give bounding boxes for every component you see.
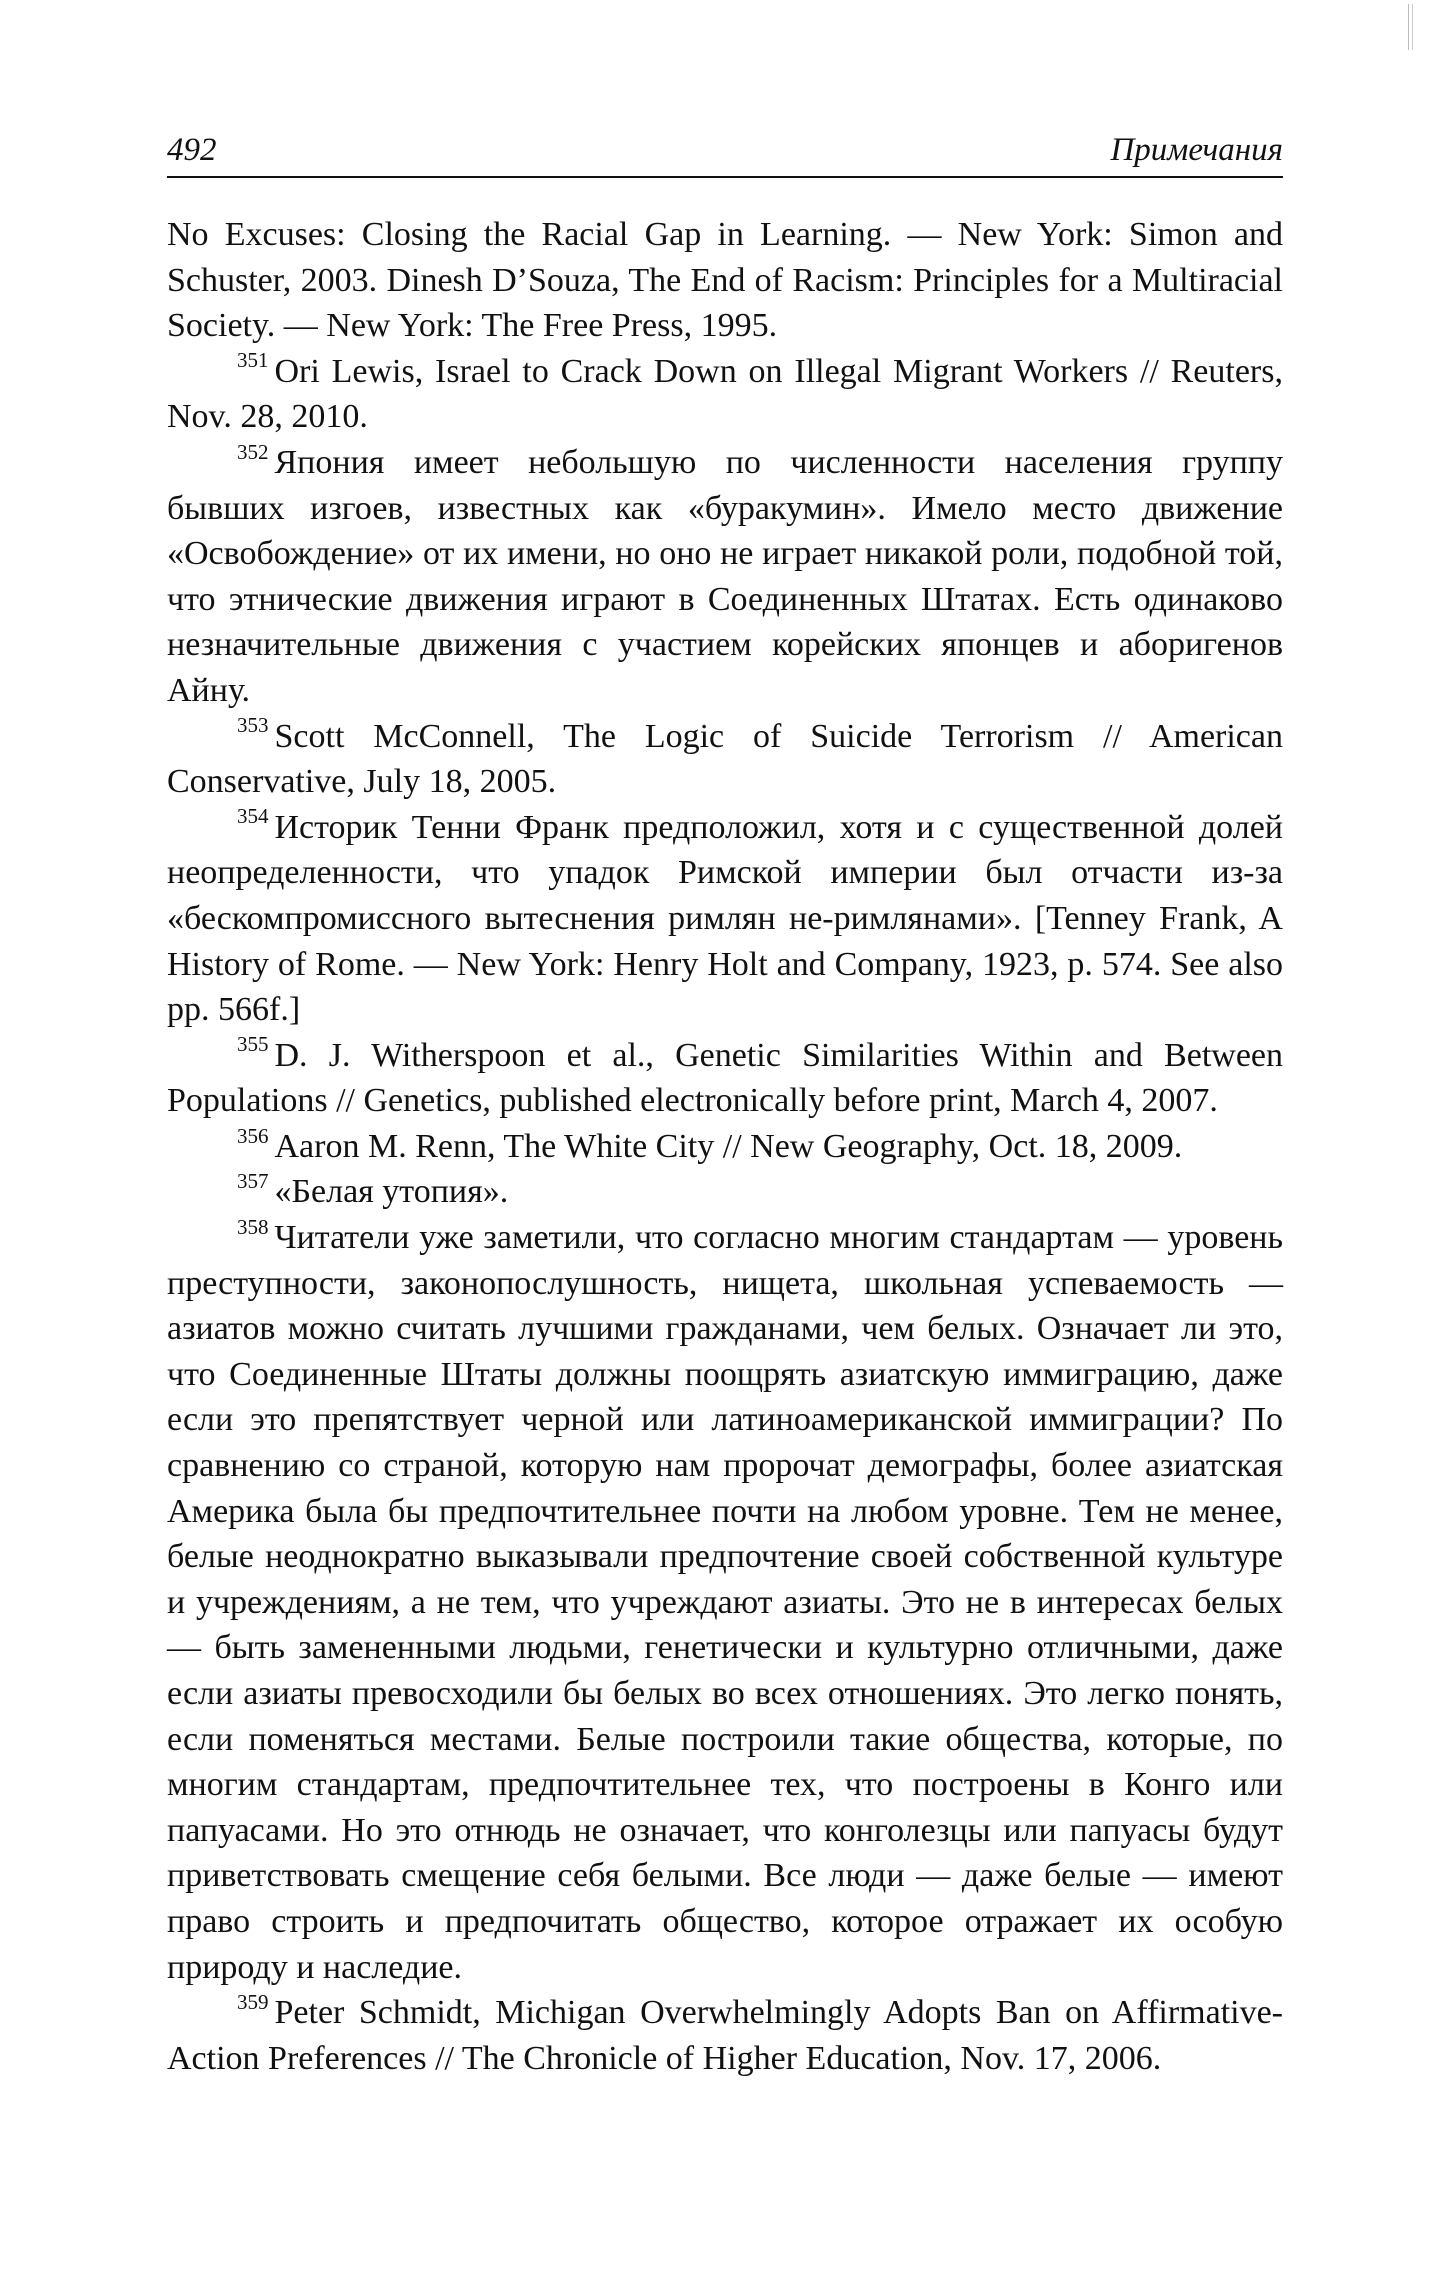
note-number: 354 [237,804,269,829]
note-number: 356 [237,1123,269,1148]
note-number: 357 [237,1169,269,1194]
note-text: Читатели уже заметили, что согласно многим стандартам — уровень преступности, законопослушность, нищета, школьная успеваемость — азиатов можно считать лучшими гражданами, чем белых. Означает ли это, что Соединенные Штаты должны поощрять азиатскую иммиграцию, даже если это препятствует черной или латиноамериканской иммиграции? По сравнению со страной, которую нам пророчат демографы, более азиатская Америка была бы предпочтительнее почти на любом уровне. Тем не менее, белые неоднократно выказывали предпочтение своей собственной культуре и учреждениям, а не тем, что учреждают азиаты. Это не в интересах белых — быть замененными людьми, генетически и культурно отличными, даже если азиаты превосходили бы белых во всех отношениях. Это легко понять, если поменяться местами. Белые построили такие общества, которые, по многим стандартам, предпочтительнее тех, что построены в Конго или папуасами. Но это отнюдь не означает, что конголезцы или папуасы будут приветствовать смещение себя белыми. Все люди — даже белые — имеют право строить и предпочитать общество, которое отражает их особую природу и наследие. [167,1219,1283,1986]
note-number: 355 [237,1032,269,1057]
running-title: Примечания [1110,132,1283,168]
note-text: Peter Schmidt, Michigan Overwhelmingly Adopts Ban on Affirmative-Action Preferences // The Chronicle of Higher Education, Nov. 17, 2006. [167,1994,1283,2077]
note-number: 352 [237,439,269,464]
note-text: Историк Тенни Франк предположил, хотя и с существенной долей неопределенности, что упадок Римской империи был отчасти из-за «бескомпромиссного вытеснения римлян не-римлянами». [Tenney Frank, A History of Rome. — New York: Henry Holt and Company, 1923, p. 574. See also pp. 566f.] [167,808,1283,1029]
note-text: D. J. Witherspoon et al., Genetic Similarities Within and Between Populations // Genetics, published electronically before print, March 4, 2007. [167,1036,1283,1120]
note-356 [167,1124,1283,1170]
note-text: Aaron M. Renn, The White City // New Geography, Oct. 18, 2009. [274,1127,1183,1165]
note-number: 351 [237,348,269,373]
note-text: Ori Lewis, Israel to Crack Down on Illegal Migrant Workers // Reuters, Nov. 28, 2010. [167,352,1283,436]
note-352 [167,440,1283,714]
note-355 [167,1033,1283,1124]
page-number: 492 [167,132,217,168]
note-number: 358 [237,1214,269,1239]
book-page [167,0,1283,2292]
note-351 [167,349,1283,440]
note-number: 353 [237,713,269,738]
note-text: Япония имеет небольшую по численности населения группу бывших изгоев, известных как «буракумин». Имело место движение «Освобождение» от их имени, но оно не играет никакой роли, подобной той, что этнические движения играют в Соединенных Штатах. Есть одинаково незначительные движения с участием корейских японцев и аборигенов Айну. [167,443,1283,709]
note-359 [167,1990,1283,2081]
note-text: «Белая утопия». [274,1173,509,1211]
continued-note-text: No Excuses: Closing the Racial Gap in Learning. — New York: Simon and Schuster, 2003. Dinesh D’Souza, The End of Racism: Principles for a Multiracial Society. — New York: The Free Press, 1995. [167,216,1283,345]
note-text: Scott McConnell, The Logic of Suicide Terrorism // American Conservative, July 18, 2005. [167,717,1283,801]
note-354 [167,805,1283,1033]
scan-edge-mark [1408,4,1413,50]
note-353 [167,714,1283,805]
note-357 [167,1169,1283,1215]
notes-body [167,212,1283,2081]
page-header [167,128,1283,178]
note-number: 359 [237,1989,269,2014]
note-358 [167,1215,1283,1990]
